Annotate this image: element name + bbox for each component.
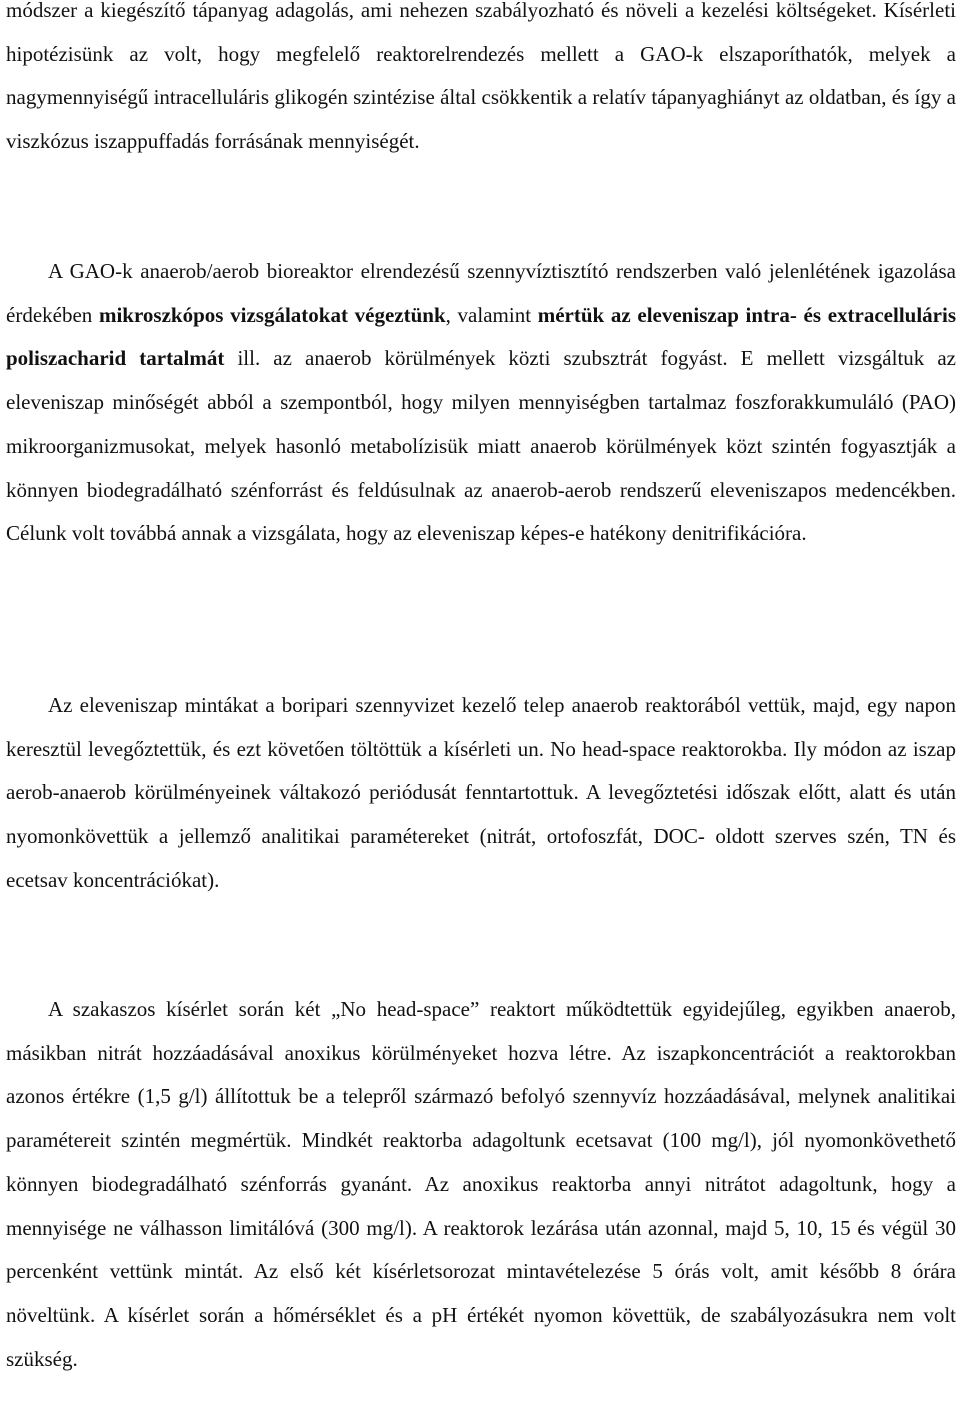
- paragraph-batch-experiment: [6, 988, 956, 1381]
- paragraph-text-segment: A GAO-k anaerob/aerob bioreaktor elrendezésű szennyvíztisztító rendszerben való jelenlétének igazolása érdekében: [6, 259, 956, 327]
- paragraph-text: módszer a kiegészítő tápanyag adagolás, ami nehezen szabályozható és növeli a kezelési költségeket. Kísérleti hipotézisünk az volt, hogy megfelelő reaktorelrendezés mellett a GAO-k elszaporíthatók, melyek a nagymennyiségű intracelluláris glikogén szintézise által csökkentik a relatív tápanyaghiányt az oldatban, és így a viszkózus iszappuffadás forrásának mennyiségét.: [6, 0, 956, 154]
- paragraph-sampling: [6, 684, 956, 903]
- paragraph-text: A szakaszos kísérlet során két „No head-space” reaktort működtettük egyidejűleg, egyikben anaerob, másikban nitrát hozzáadásával anoxikus körülményeket hozva létre. Az iszapkoncentrációt a reaktorokban azonos értékre (1,5 g/l) állítottuk be a telepről származó befolyó szennyvíz hozzáadásával, melynek analitikai paramétereit szintén megmértük. Mindkét reaktorba adagoltunk ecetsavat (100 mg/l), jól nyomonkövethető könnyen biodegradálható szénforrás gyanánt. Az anoxikus reaktorba annyi nitrátot adagoltunk, hogy a mennyisége ne válhasson limitálóvá (300 mg/l). A reaktorok lezárása után azonnal, majd 5, 10, 15 és végül 30 percenként vettünk mintát. Az első két kísérletsorozat mintavételezése 5 órás volt, amit később 8 órára növeltünk. A kísérlet során a hőmérséklet és a pH értékét nyomon követtük, de szabályozásukra nem volt szükség.: [6, 997, 956, 1371]
- paragraph-text-segment: , valamint: [445, 302, 538, 327]
- paragraph-methods-overview: [6, 250, 956, 556]
- bold-phrase-microscopy: mikroszkópos vizsgálatokat végeztünk: [98, 302, 446, 327]
- bold-phrase-polysaccharide: mértük az eleveniszap intra- és extracelluláris poliszacharid tartalmát: [6, 302, 957, 371]
- paragraph-text-segment: ill. az anaerob körülmények közti szubsztrát fogyást. E mellett vizsgáltuk az eleveniszap minőségét abból a szempontból, hogy milyen mennyiségben tartalmaz foszforakkumuláló (PAO) mikroorganizmusokat, melyek hasonló metabolízisük miatt anaerob körülmények közt szintén fogyasztják a könnyen biodegradálható szénforrást és feldúsulnak az anaerob-aerob rendszerű eleveniszapos medencékben. Célunk volt továbbá annak a vizsgálata, hogy az eleveniszap képes-e hatékony denitrifikációra.: [6, 346, 956, 546]
- paragraph-continued-intro: [6, 0, 956, 164]
- paragraph-text: Az eleveniszap mintákat a boripari szennyvizet kezelő telep anaerob reaktorából vettük, majd, egy napon keresztül levegőztettük, és ezt követően töltöttük a kísérleti un. No head-space reaktorokba. Ily módon az iszap aerob-anaerob körülményeinek váltakozó periódusát fenntartottuk. A levegőztetési időszak előtt, alatt és után nyomonkövettük a jellemző analitikai paramétereket (nitrát, ortofoszfát, DOC- oldott szerves szén, TN és ecetsav koncentrációkat).: [6, 693, 956, 892]
